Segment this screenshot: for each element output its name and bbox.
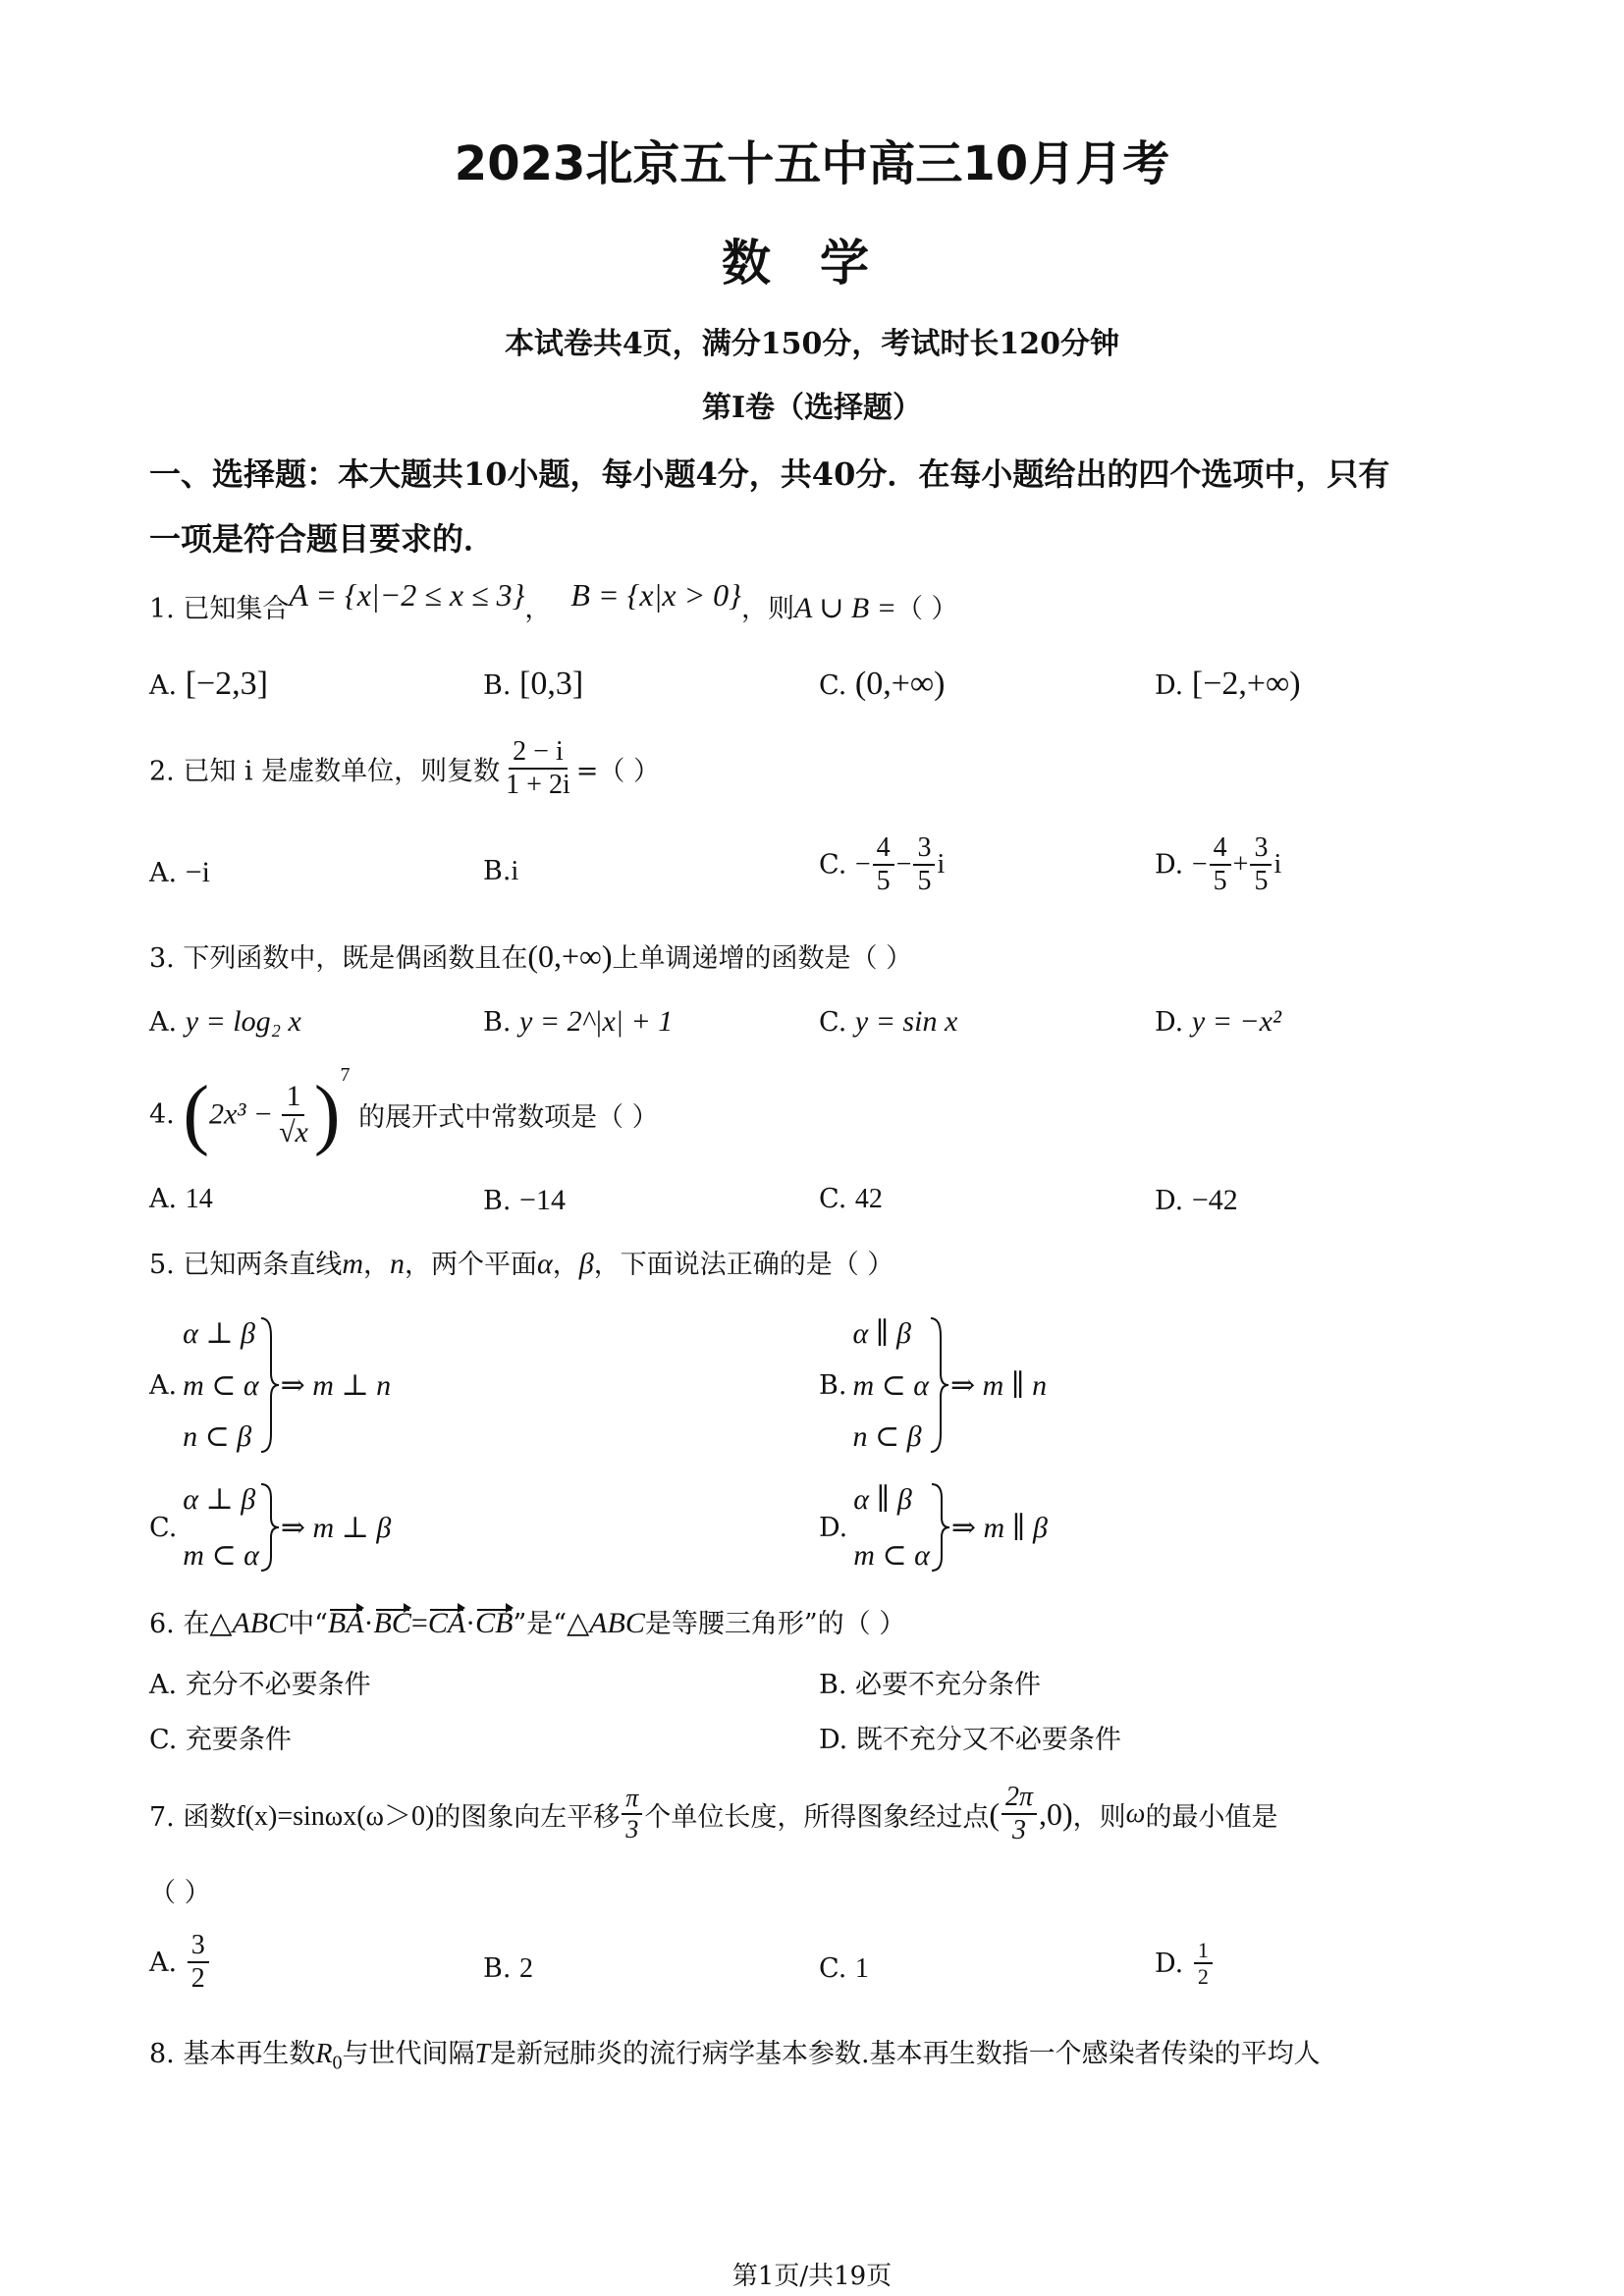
q6-option-d <box>819 1718 1121 1756</box>
q5-b-cond-2: m ⊂ α <box>852 1368 929 1402</box>
q5-line-m: m <box>342 1248 364 1280</box>
q5-option-c <box>149 1478 391 1576</box>
question-6 <box>149 1602 905 1640</box>
q3-option-d-label: D. <box>1155 1007 1184 1038</box>
q2-option-d-sign: − <box>1191 849 1208 881</box>
q3-option-d-value: y = −x² <box>1191 1005 1281 1038</box>
q2-option-c-n2: 3 <box>913 832 935 866</box>
q3-option-c <box>819 1005 957 1039</box>
q2-option-a-label: A. <box>149 858 178 888</box>
q4-option-a-label: A. <box>149 1184 178 1214</box>
q4-fraction <box>275 1080 312 1149</box>
q5-prefix: 5. 已知两条直线 <box>149 1250 343 1280</box>
q7-option-a <box>149 1930 211 1995</box>
q4-option-a <box>149 1184 213 1215</box>
q4-option-c-label: C. <box>819 1184 847 1214</box>
page-footer: 第1页/共19页 <box>731 2262 893 2291</box>
q2-option-d-d1: 5 <box>1213 866 1227 897</box>
q3-option-a <box>149 1005 301 1039</box>
q5-b-cond-3: n ⊂ β <box>852 1420 922 1453</box>
q6-mid2: ”是“ <box>513 1609 568 1639</box>
q6-option-c-value: 充要条件 <box>185 1725 292 1755</box>
q6-mid1: 中“ <box>288 1609 328 1639</box>
question-4 <box>149 1064 659 1159</box>
q6-suffix: 是等腰三角形”的（ ） <box>644 1609 906 1639</box>
q1-suffix: ，则 <box>740 594 794 624</box>
q5-plane-beta: β <box>578 1248 594 1280</box>
q7-mid3: ，则 <box>1072 1801 1126 1833</box>
q6-option-b-value: 必要不充分条件 <box>855 1670 1042 1700</box>
question-3 <box>149 936 912 975</box>
q3-option-c-value: y = sin x <box>854 1005 958 1038</box>
q7-point-den: 3 <box>1012 1815 1026 1845</box>
q5-c-cond-1: α ⊥ β <box>183 1483 256 1516</box>
q4-option-b <box>483 1184 566 1217</box>
q1-paren: （ ） <box>895 594 958 624</box>
q4-left-paren: ( <box>183 1071 209 1157</box>
q5-a-brace <box>259 1316 281 1454</box>
q7-option-d-num: 1 <box>1194 1938 1213 1964</box>
q2-option-c <box>819 832 945 897</box>
q4-frac-num: 1 <box>282 1080 304 1116</box>
q1-option-b-label: B. <box>483 670 512 701</box>
q2-option-c-tail: i <box>937 849 946 881</box>
q5-suffix: ，下面说法正确的是（ ） <box>593 1250 894 1280</box>
q4-right-paren: ) <box>313 1071 341 1157</box>
q2-option-c-frac1 <box>873 832 894 897</box>
q7-answer-paren: （ ） <box>149 1878 211 1908</box>
q7-option-b-value: 2 <box>519 1953 534 1984</box>
q1-option-a-label: A. <box>149 670 178 701</box>
q5-option-c-label: C. <box>149 1512 178 1543</box>
q3-option-d <box>1155 1005 1281 1039</box>
q7-point-open: ( <box>989 1795 1000 1832</box>
q1-option-b-value: [0,3] <box>519 666 584 702</box>
q6-vector-cb: CB <box>475 1607 514 1639</box>
q5-option-d <box>819 1478 1048 1576</box>
q7-option-c-value: 1 <box>854 1953 869 1984</box>
q3-option-b-label: B. <box>483 1007 512 1038</box>
q1-prefix: 1. 已知集合 <box>149 594 290 624</box>
q7-option-b-label: B. <box>483 1953 512 1984</box>
q3-prefix: 3. 下列函数中，既是偶函数且在 <box>149 943 528 974</box>
q2-numerator: 2 − i <box>509 736 568 770</box>
question-5 <box>149 1243 893 1281</box>
q1-option-d <box>1155 666 1301 703</box>
q4-option-d-value: −42 <box>1191 1184 1238 1216</box>
q5-c-result: ⇒ m ⊥ β <box>280 1511 392 1544</box>
q5-a-cond-3: n ⊂ β <box>183 1420 252 1453</box>
q6-option-c <box>149 1718 292 1756</box>
q7-suffix: 的最小值是 <box>1145 1801 1278 1833</box>
q5-d-result: ⇒ m ∥ β <box>950 1511 1048 1544</box>
q7-point-close: ,0) <box>1039 1795 1073 1832</box>
q7-option-d-frac <box>1194 1938 1213 1990</box>
q4-option-a-value: 14 <box>185 1184 213 1214</box>
q7-option-a-label: A. <box>149 1947 178 1978</box>
q2-option-d-frac2 <box>1250 832 1272 897</box>
q2-option-d-n2: 3 <box>1250 832 1272 866</box>
q7-option-c-label: C. <box>819 1953 847 1984</box>
q3-option-c-label: C. <box>819 1007 847 1038</box>
q7-shift-num: π <box>622 1784 642 1815</box>
q6-option-a-value: 充分不必要条件 <box>185 1670 371 1700</box>
q5-c-cond-2: m ⊂ α <box>183 1539 259 1572</box>
q2-option-c-n1: 4 <box>873 832 894 866</box>
q5-a-result: ⇒ m ⊥ n <box>280 1368 392 1402</box>
q6-option-b <box>819 1663 1041 1701</box>
q7-point-fraction <box>1001 1782 1037 1846</box>
q1-set-b: B = {x|x > 0} <box>570 577 741 613</box>
question-2 <box>149 736 660 801</box>
q2-option-d-n1: 4 <box>1210 832 1231 866</box>
q4-frac-den: √x <box>279 1115 308 1148</box>
q5-option-d-label: D. <box>819 1512 848 1543</box>
q2-option-d-frac1 <box>1210 832 1231 897</box>
q1-option-c-value: (0,+∞) <box>854 666 946 702</box>
q4-option-c-value: 42 <box>854 1184 883 1214</box>
q7-point-num: 2π <box>1001 1782 1037 1815</box>
q7-function: f(x)=sinωx(ω＞0) <box>236 1801 435 1832</box>
q6-dot-2: · <box>465 1607 476 1639</box>
exam-info: 本试卷共4页，满分150分，考试时长120分钟 <box>504 327 1120 361</box>
q6-equals: = <box>410 1607 428 1639</box>
question-7 <box>149 1775 1277 1853</box>
q3-interval: (0,+∞) <box>527 938 613 974</box>
q4-option-d-label: D. <box>1155 1186 1184 1216</box>
q7-option-d <box>1155 1938 1215 1990</box>
q2-option-c-op: − <box>895 849 912 881</box>
q2-prefix: 2. 已知 i 是虚数单位，则复数 <box>149 756 501 787</box>
q6-vector-ca: CA <box>427 1607 466 1639</box>
q5-option-b <box>819 1311 1047 1459</box>
q4-power: 7 <box>340 1064 351 1086</box>
q7-mid2: 个单位长度，所得图象经过点 <box>644 1801 990 1833</box>
q2-option-d-tail: i <box>1273 849 1282 881</box>
q7-option-a-den: 2 <box>190 1963 205 1995</box>
q3-option-b-value: y = 2^|x| + 1 <box>519 1005 674 1038</box>
q5-planes-label: ，两个平面 <box>405 1250 538 1280</box>
q2-fraction <box>502 736 574 801</box>
q4-suffix: 的展开式中常数项是（ ） <box>358 1102 659 1133</box>
q4-expr-left: 2x³ − <box>209 1097 274 1131</box>
q8-mid1: 与世代间隔 <box>342 2039 475 2069</box>
q2-option-c-d2: 5 <box>917 866 932 897</box>
section-heading-line1: 一、选择题：本大题共10小题，每小题4分，共40分．在每小题给出的四个选项中，只有 <box>149 455 1390 493</box>
q2-option-d <box>1155 832 1281 897</box>
q8-t: T <box>474 2039 491 2069</box>
q5-plane-alpha: α <box>537 1248 553 1280</box>
q1-expr: A ∪ B = <box>793 592 896 624</box>
q7-option-a-num: 3 <box>188 1930 209 1963</box>
q6-triangle-1: △ABC <box>209 1607 289 1639</box>
q7-shift-den: 3 <box>625 1815 639 1843</box>
q2-option-b <box>483 856 518 887</box>
q6-option-a-label: A. <box>149 1670 178 1700</box>
q1-option-d-label: D. <box>1155 670 1184 701</box>
q7-option-a-frac <box>188 1930 209 1995</box>
q1-sep: ， <box>524 594 552 624</box>
q5-a-cond-2: m ⊂ α <box>183 1368 259 1402</box>
subject-title: 数学 <box>722 235 918 292</box>
q5-b-brace <box>929 1316 950 1454</box>
q7-option-d-label: D. <box>1155 1948 1184 1979</box>
q2-option-c-frac2 <box>913 832 935 897</box>
q4-option-b-label: B. <box>483 1186 512 1216</box>
q2-option-b-label: B. <box>483 856 512 886</box>
q7-mid1: 的图象向左平移 <box>434 1801 621 1833</box>
q7-omega: ω <box>1125 1798 1146 1829</box>
q5-option-a-label: A. <box>149 1369 178 1401</box>
q4-option-d <box>1155 1184 1238 1217</box>
q6-prefix: 6. 在 <box>149 1609 210 1639</box>
q5-option-d-conditions <box>853 1482 930 1573</box>
q5-option-c-conditions <box>183 1482 259 1573</box>
q7-prefix: 7. 函数 <box>149 1801 237 1833</box>
q4-option-c <box>819 1184 883 1215</box>
q5-a-cond-1: α ⊥ β <box>183 1317 255 1350</box>
q3-option-a-label: A. <box>149 1007 178 1038</box>
q2-option-d-d2: 5 <box>1254 866 1269 897</box>
question-8 <box>149 2032 1321 2074</box>
q5-c-brace <box>259 1482 281 1573</box>
q8-prefix: 8. 基本再生数 <box>149 2039 316 2069</box>
q6-dot-1: · <box>363 1607 374 1639</box>
q2-option-d-op: + <box>1232 849 1249 881</box>
exam-title: 2023北京五十五中高三10月月考 <box>454 136 1170 191</box>
q6-option-d-value: 既不充分又不必要条件 <box>855 1725 1121 1755</box>
q7-option-b <box>483 1953 533 1985</box>
q2-option-a <box>149 856 210 889</box>
q5-comma1: ， <box>363 1250 391 1280</box>
part-title: 第I卷（选择题） <box>701 391 923 425</box>
q5-comma3: ， <box>552 1250 579 1280</box>
q7-option-d-den: 2 <box>1197 1964 1209 1990</box>
q4-option-b-value: −14 <box>519 1184 566 1216</box>
q3-suffix: 上单调递增的函数是（ ） <box>612 943 913 974</box>
q5-option-a <box>149 1311 391 1459</box>
question-1 <box>149 577 958 625</box>
q1-option-a-value: [−2,3] <box>185 666 269 702</box>
q5-line-n: n <box>390 1248 406 1280</box>
q6-vector-ba: BA <box>327 1607 364 1639</box>
section-heading-line2: 一项是符合题目要求的． <box>149 520 496 558</box>
q5-d-cond-2: m ⊂ α <box>853 1539 930 1572</box>
q1-option-c-label: C. <box>819 670 847 701</box>
q2-option-b-value: i <box>511 856 519 886</box>
q3-option-b <box>483 1005 673 1039</box>
q6-triangle-2: △ABC <box>567 1607 645 1639</box>
q5-b-cond-1: α ∥ β <box>852 1317 911 1350</box>
q2-option-d-label: D. <box>1155 849 1184 881</box>
q6-vector-bc: BC <box>373 1607 411 1639</box>
q5-b-result: ⇒ m ∥ n <box>950 1368 1048 1402</box>
q5-option-b-label: B. <box>819 1369 847 1401</box>
q4-prefix: 4. <box>149 1099 175 1130</box>
q3-option-a-value: y = log₂ x <box>185 1005 301 1038</box>
q5-option-b-conditions <box>852 1316 929 1454</box>
q8-r0-subscript: 0 <box>332 2052 343 2074</box>
q6-option-a <box>149 1663 371 1701</box>
q2-suffix: =（ ） <box>575 756 660 787</box>
q1-option-d-value: [−2,+∞) <box>1191 666 1301 702</box>
q2-option-c-d1: 5 <box>876 866 891 897</box>
q8-suffix: 是新冠肺炎的流行病学基本参数.基本再生数指一个感染者传染的平均人 <box>490 2039 1321 2069</box>
q1-option-c <box>819 666 945 703</box>
q5-option-a-conditions <box>183 1316 259 1454</box>
q2-denominator: 1 + 2i <box>506 770 570 801</box>
q6-option-c-label: C. <box>149 1725 178 1755</box>
q5-d-brace <box>930 1482 951 1573</box>
q1-option-b <box>483 666 583 703</box>
q7-option-c <box>819 1953 869 1985</box>
q6-option-d-label: D. <box>819 1725 848 1755</box>
q1-set-a: A = {x|−2 ≤ x ≤ 3} <box>289 577 525 613</box>
q2-option-a-value: −i <box>185 856 210 888</box>
q5-d-cond-1: α ∥ β <box>853 1483 912 1516</box>
q1-option-a <box>149 666 268 703</box>
q2-option-c-label: C. <box>819 849 847 881</box>
q2-option-c-sign: − <box>854 849 871 881</box>
q8-r0: R <box>315 2039 333 2069</box>
q7-shift-fraction <box>622 1784 642 1844</box>
q6-option-b-label: B. <box>819 1670 847 1700</box>
